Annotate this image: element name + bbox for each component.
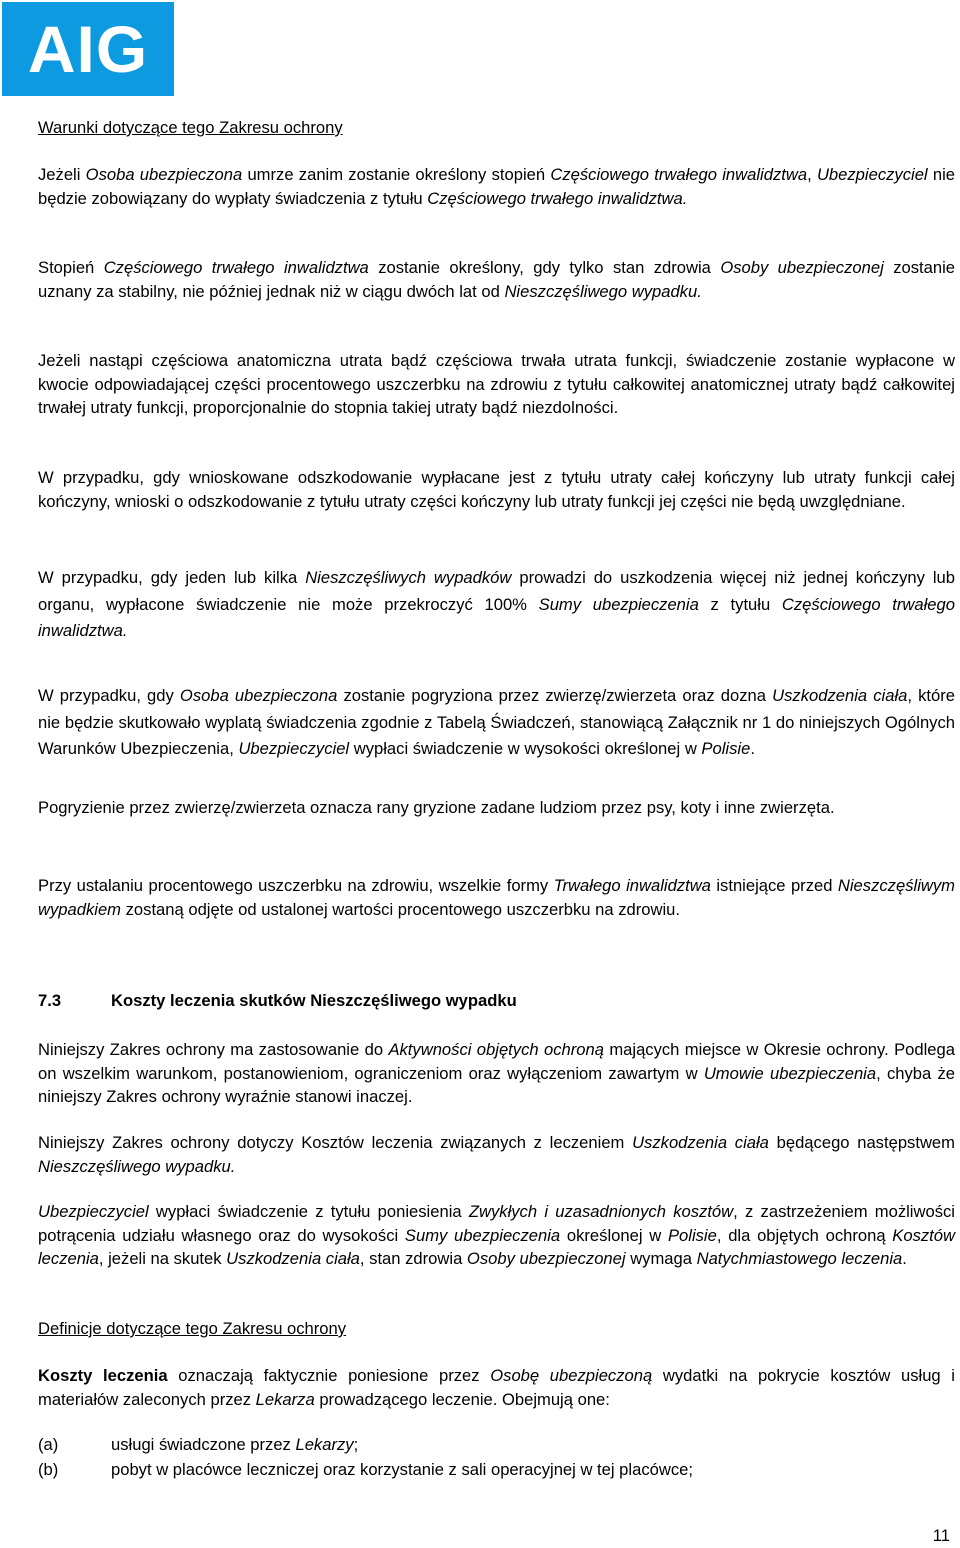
list-item-label: (b) [38, 1460, 59, 1479]
list-item: (b) pobyt w placówce leczniczej oraz korzystanie z sali operacyjnej w tej placówce; [38, 1458, 955, 1482]
paragraph-death-before-assessment: Jeżeli Osoba ubezpieczona umrze zanim zostanie określony stopień Częściowego trwałego inwalidztwa, Ubezpieczyciel nie będzie zobowiązany do wypłaty świadczenia z tytułu Częściowego trwałego inwalidztwa. [38, 165, 955, 208]
heading-conditions: Warunki dotyczące tego Zakresu ochrony [38, 118, 343, 137]
section-number: 7.3 [38, 991, 62, 1010]
aig-logo [2, 2, 174, 96]
paragraph-multiple-limbs: W przypadku, gdy jeden lub kilka Nieszczęśliwych wypadków prowadzi do uszkodzenia więcej niż jednej kończyny lub organu, wypłacone świadczenie nie może przekroczyć 100% Sumy ubezpieczenia z tytułu Częściowego trwałego inwalidztwa. [38, 568, 955, 640]
paragraph-insurer-payment: Ubezpieczyciel wypłaci świadczenie z tytułu poniesienia Zwykłych i uzasadnionych kosztów, z zastrzeżeniem możliwości potrącenia udziału własnego oraz do wysokości Sumy ubezpieczenia określonej w Polisie, dla objętych ochroną Kosztów leczenia, jeżeli na skutek Uszkodzenia ciała, stan zdrowia Osoby ubezpieczonej wymaga Natychmiastowego leczenia. [38, 1202, 956, 1268]
list-item: (a) usługi świadczone przez Lekarzy; [38, 1433, 955, 1457]
page-number: 11 [932, 1526, 950, 1545]
paragraph-partial-loss: Jeżeli nastąpi częściowa anatomiczna utrata bądź częściowa trwała utrata funkcji, świadczenie zostanie wypłacone w kwocie odpowiadającej części procentowego uszczerbku na zdrowiu z tytułu całkowitej anatomicznej utraty bądź całkowitej trwałej utraty funkcji, proporcjonalnie do stopnia takiej utraty bądź niezdolności. [38, 351, 955, 417]
section-heading [38, 989, 517, 1013]
paragraph-scope-applicability: Niniejszy Zakres ochrony ma zastosowanie do Aktywności objętych ochroną mających miejsce w Okresie ochrony. Podlega on wszelkim warunkom, postanowieniom, ograniczeniom oraz wyłączeniom zawartym w Umowie ubezpieczenia, chyba że niniejszy Zakres ochrony wyraźnie stanowi inaczej. [38, 1040, 956, 1106]
paragraph-degree-determination: Stopień Częściowego trwałego inwalidztwa zostanie określony, gdy tylko stan zdrowia Osoby ubezpieczonej zostanie uznany za stabilny, nie później jednak niż w ciągu dwóch lat od Nieszczęśliwego wypadku. [38, 258, 956, 301]
paragraph-existing-disability: Przy ustalaniu procentowego uszczerbku na zdrowiu, wszelkie formy Trwałego inwalidztwa istniejące przed Nieszczęśliwym wypadkiem zostaną odjęte od ustalonej wartości procentowego uszczerbku na zdrowiu. [38, 876, 955, 919]
heading-definitions: Definicje dotyczące tego Zakresu ochrony [38, 1319, 347, 1338]
paragraph-bite-definition: Pogryzienie przez zwierzę/zwierzeta oznacza rany gryzione zadane ludziom przez psy, koty i inne zwierzęta. [38, 798, 835, 817]
paragraph-whole-limb: W przypadku, gdy wnioskowane odszkodowanie wypłacane jest z tytułu utraty całej kończyny lub utraty funkcji całej kończyny, wnioski o odszkodowanie z tytułu utraty części kończyny lub utraty funkcji jej części nie będą uwzględniane. [38, 468, 955, 511]
paragraph-animal-bite: W przypadku, gdy Osoba ubezpieczona zostanie pogryziona przez zwierzę/zwierzeta oraz dozna Uszkodzenia ciała, które nie będzie skutkowało wyplatą świadczenia zgodnie z Tabelą Świadczeń, stanowiącą Załącznik nr 1 do niniejszych Ogólnych Warunków Ubezpieczenia, Ubezpieczyciel wypłaci świadczenie w wysokości określonej w Polisie. [38, 686, 955, 758]
section-title: Koszty leczenia skutków Nieszczęśliwego wypadku [111, 991, 517, 1010]
paragraph-scope-costs: Niniejszy Zakres ochrony dotyczy Kosztów leczenia związanych z leczeniem Uszkodzenia ciała będącego następstwem Nieszczęśliwego wypadku. [38, 1133, 955, 1176]
paragraph-treatment-costs-definition: Koszty leczenia oznaczają faktycznie poniesione przez Osobę ubezpieczoną wydatki na pokrycie kosztów usług i materiałów zaleconych przez Lekarza prowadzącego leczenie. Obejmują one: [38, 1366, 955, 1409]
logo-text: AIG [27, 12, 149, 86]
list-item-label: (a) [38, 1435, 59, 1454]
